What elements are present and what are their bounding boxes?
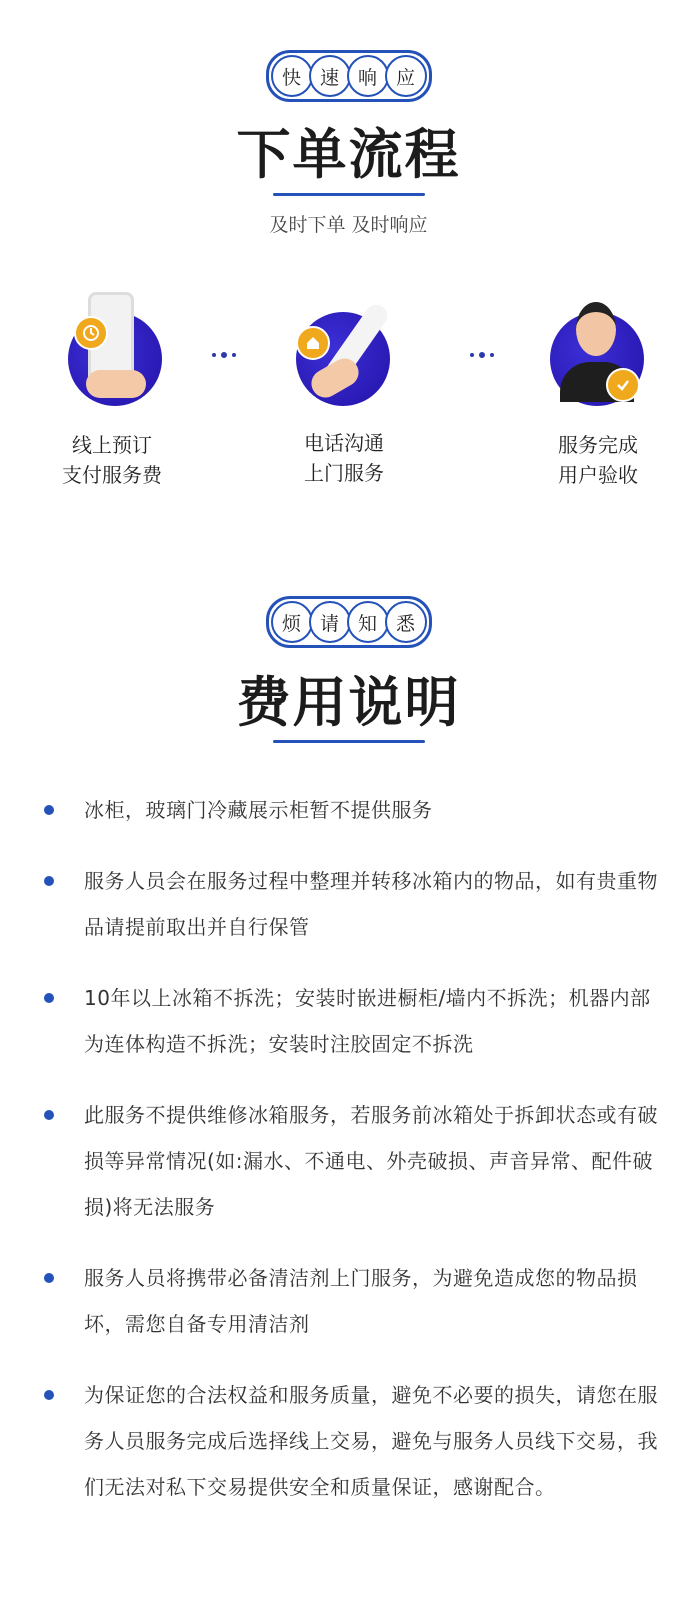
- badge-char: 响: [347, 55, 389, 97]
- please-note-badge: [266, 596, 432, 648]
- bullet-dot: [44, 993, 54, 1003]
- badge-char: 请: [309, 601, 351, 643]
- step-service-complete-icon: [550, 312, 644, 406]
- step-connector: [470, 352, 494, 358]
- hand-icon: [86, 370, 146, 398]
- step-label-online-booking: 线上预订 支付服务费: [62, 433, 162, 487]
- step-label-service-complete: 服务完成 用户验收: [558, 433, 638, 487]
- process-title-underline: [273, 193, 425, 196]
- step-online-booking-icon: [68, 312, 162, 406]
- badge-char: 应: [385, 55, 427, 97]
- fees-title-underline: [273, 740, 425, 743]
- quick-response-badge: [266, 50, 432, 102]
- badge-char: 快: [271, 55, 313, 97]
- fees-title: 费用说明: [236, 671, 461, 734]
- step-connector: [212, 352, 236, 358]
- badge-char: 悉: [385, 601, 427, 643]
- fee-text: 冰柜，玻璃门冷藏展示柜暂不提供服务: [84, 798, 433, 822]
- bullet-dot: [44, 1390, 54, 1400]
- fee-text: 服务人员会在服务过程中整理并转移冰箱内的物品，如有贵重物品请提前取出并自行保管: [84, 869, 658, 939]
- process-subtitle: 及时下单 及时响应: [269, 214, 428, 236]
- check-icon: [606, 368, 640, 402]
- step-label-phone-call: 电话沟通 上门服务: [304, 431, 384, 485]
- fee-text: 10年以上冰箱不拆洗；安装时嵌进橱柜/墙内不拆洗；机器内部为连体构造不拆洗；安装时注胶固定不拆洗: [84, 986, 651, 1056]
- home-icon: [296, 326, 330, 360]
- bullet-dot: [44, 876, 54, 886]
- badge-char: 速: [309, 55, 351, 97]
- clock-icon: [74, 316, 108, 350]
- step-phone-call-icon: [296, 312, 390, 406]
- process-title: 下单流程: [236, 123, 461, 186]
- bullet-dot: [44, 1110, 54, 1120]
- technician-head: [576, 302, 616, 356]
- fee-text: 此服务不提供维修冰箱服务，若服务前冰箱处于拆卸状态或有破损等异常情况(如:漏水、不通电、外壳破损、声音异常、配件破损)将无法服务: [84, 1103, 658, 1219]
- fee-text: 为保证您的合法权益和服务质量，避免不必要的损失，请您在服务人员服务完成后选择线上交易，避免与服务人员线下交易，我们无法对私下交易提供安全和质量保证，感谢配合。: [84, 1383, 658, 1499]
- bullet-dot: [44, 1273, 54, 1283]
- fee-text: 服务人员将携带必备清洁剂上门服务，为避免造成您的物品损坏，需您自备专用清洁剂: [84, 1266, 638, 1336]
- bullet-dot: [44, 805, 54, 815]
- badge-char: 知: [347, 601, 389, 643]
- badge-char: 烦: [271, 601, 313, 643]
